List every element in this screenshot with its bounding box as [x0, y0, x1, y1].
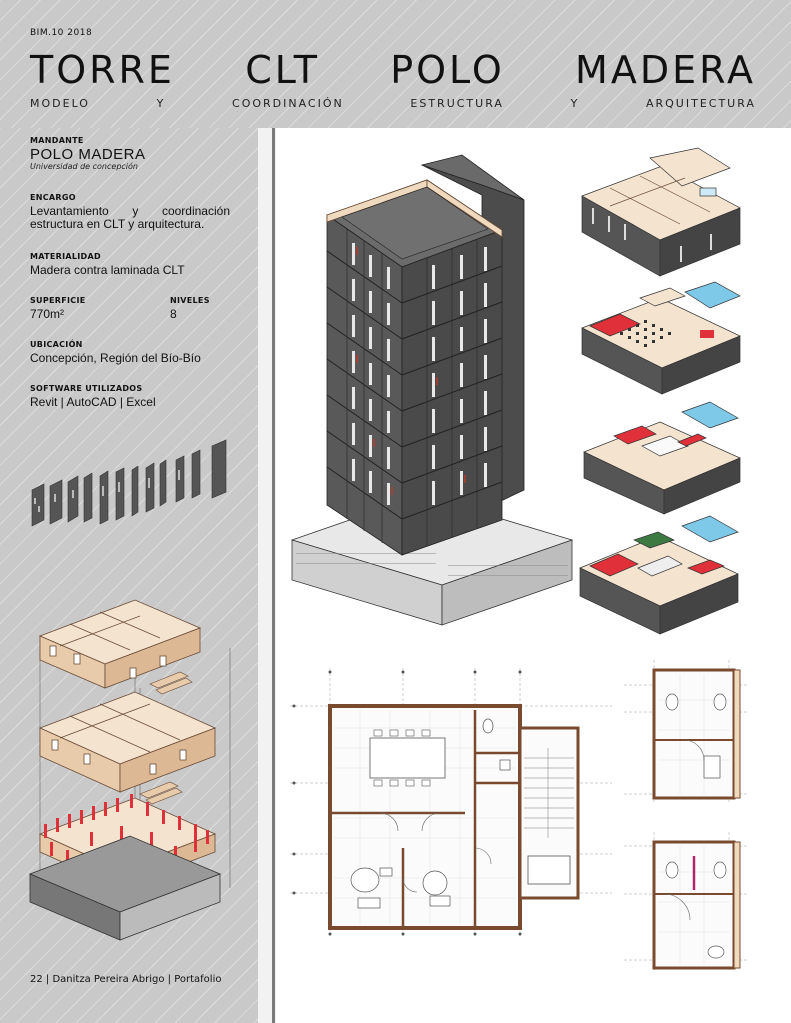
exploded-axonometric	[30, 588, 245, 958]
info-label: MANDANTE	[30, 136, 84, 145]
floor-axonometric-2	[580, 282, 750, 397]
bathroom-detail-2	[624, 832, 749, 972]
info-software	[30, 384, 230, 409]
subtitle-word: MODELO	[30, 97, 90, 110]
info-label: SUPERFICIE	[30, 296, 86, 305]
floor-axonometric-4	[578, 516, 750, 636]
info-materialidad	[30, 252, 230, 277]
project-code: BIM.10 2018	[30, 28, 93, 38]
info-subvalue: Universidad de concepción	[30, 162, 138, 171]
info-label: SOFTWARE UTILIZADOS	[30, 384, 143, 393]
info-encargo	[30, 193, 230, 231]
footer-credit: 22 | Danitza Pereira Abrigo | Portafolio	[30, 974, 222, 985]
clt-panels-illustration	[28, 438, 233, 538]
subtitle-word: Y	[156, 97, 166, 110]
info-superficie	[30, 296, 150, 321]
info-label: UBICACIÓN	[30, 340, 83, 349]
info-value: 770m²	[30, 307, 65, 321]
title-word: TORRE	[30, 48, 175, 92]
page-subtitle	[30, 97, 756, 110]
page-title	[30, 46, 756, 94]
info-mandante	[30, 136, 230, 171]
subtitle-word: COORDINACIÓN	[232, 97, 344, 110]
subtitle-word: ARQUITECTURA	[645, 97, 756, 110]
info-ubicacion	[30, 340, 230, 365]
info-label: ENCARGO	[30, 193, 76, 202]
info-value: POLO MADERA	[30, 146, 146, 163]
column-divider-line	[272, 128, 275, 1023]
floor-plan	[290, 668, 612, 938]
subtitle-word: Y	[570, 97, 580, 110]
info-value: Revit | AutoCAD | Excel	[30, 395, 156, 409]
title-word: CLT	[245, 48, 320, 92]
info-value: Madera contra laminada CLT	[30, 263, 185, 277]
title-word: POLO	[390, 48, 505, 92]
bathroom-detail-1	[624, 660, 749, 802]
info-value: Levantamiento y coordinación estructura en CLT y arquitectura.	[30, 204, 230, 231]
info-value: 8	[170, 307, 177, 321]
info-label: NIVELES	[170, 296, 210, 305]
title-word: MADERA	[575, 48, 756, 92]
info-value: Concepción, Región del Bío-Bío	[30, 351, 201, 365]
tower-axonometric	[292, 155, 574, 625]
info-label: MATERIALIDAD	[30, 252, 101, 261]
floor-axonometric-3	[582, 402, 750, 517]
subtitle-word: ESTRUCTURA	[410, 97, 504, 110]
info-niveles	[170, 296, 230, 321]
page-header	[0, 0, 791, 128]
floor-axonometric-1	[580, 148, 750, 278]
